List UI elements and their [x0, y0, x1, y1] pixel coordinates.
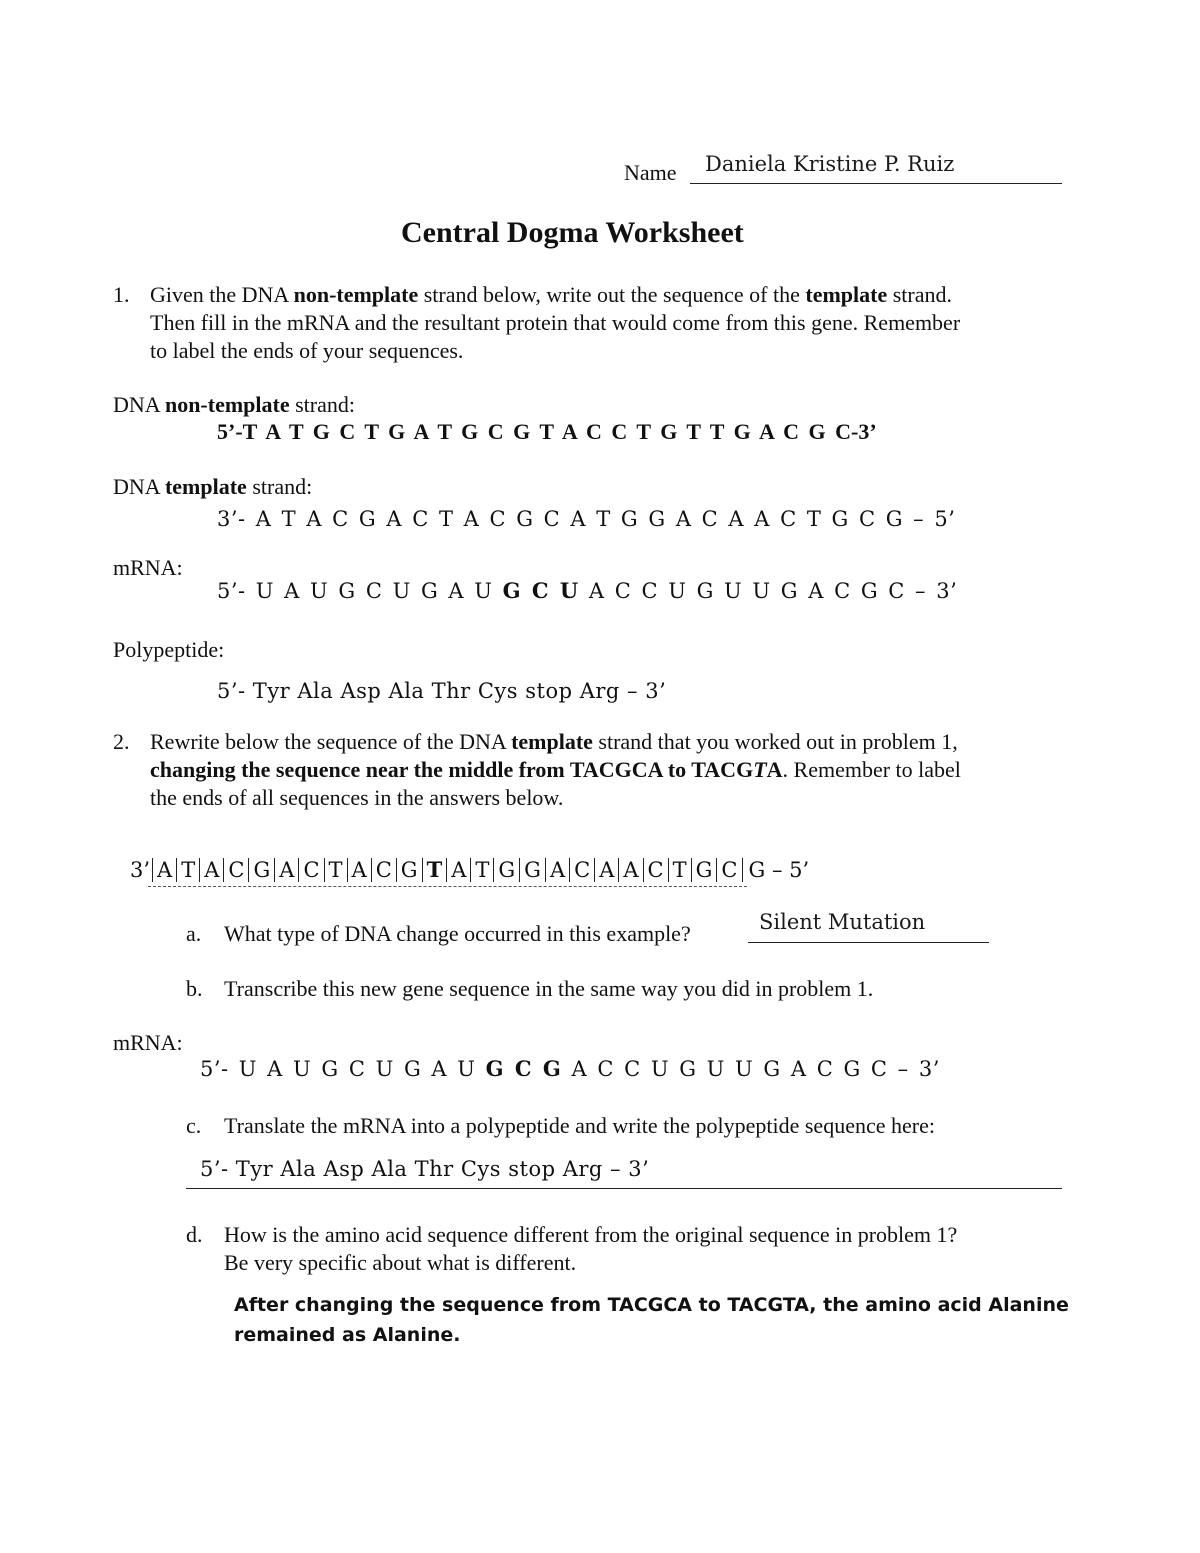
q2d-label: d.	[186, 1222, 203, 1247]
boxed-suffix: G – 5’	[748, 858, 810, 882]
q2c-answer[interactable]: 5’- Tyr Ala Asp Ala Thr Cys stop Arg – 3’	[200, 1157, 650, 1181]
q2-text: . Remember to label	[782, 757, 961, 782]
q1-text: strand below, write out the sequence of the	[418, 282, 806, 307]
mrna-seq-bold: G C G	[485, 1056, 562, 1081]
q1-text: Given the DNA	[150, 282, 294, 307]
label-text-bold: template	[164, 474, 247, 499]
label-text: strand:	[246, 474, 313, 499]
boxed-base-cell: A	[619, 858, 643, 882]
boxed-base-cell: C	[570, 858, 595, 882]
boxed-base-cell: A	[546, 858, 570, 882]
q2a-label: a.	[186, 921, 202, 946]
q2-text-bold: template	[511, 729, 593, 754]
q2c-label: c.	[186, 1113, 202, 1138]
page-title: Central Dogma Worksheet	[401, 216, 744, 249]
label-text: DNA	[113, 474, 165, 499]
label-text: DNA	[113, 392, 165, 417]
boxed-dashed-line	[148, 886, 747, 887]
q2a-answer[interactable]: Silent Mutation	[759, 910, 926, 934]
boxed-base-cell: T	[669, 858, 692, 882]
mrna-seq-part: A C C U G U U G A C G C – 3’	[578, 579, 958, 603]
name-value[interactable]: Daniela Kristine P. Ruiz	[705, 152, 955, 176]
boxed-base-cell: A	[200, 858, 224, 882]
q2b-label: b.	[186, 976, 203, 1001]
boxed-base-cell: A	[348, 858, 372, 882]
boxed-base-cell: C	[224, 858, 249, 882]
mrna-seq-bold: G C U	[502, 578, 579, 603]
q2-text: strand that you worked out in problem 1,	[592, 729, 958, 754]
q2c-answer-line	[186, 1188, 1062, 1189]
q1-number: 1.	[113, 282, 130, 307]
q2-line1	[150, 729, 958, 755]
boxed-base-cell: G	[249, 858, 275, 882]
boxed-base-cell: C	[372, 858, 397, 882]
polypeptide-label: Polypeptide:	[113, 637, 225, 662]
boxed-base-cell: T	[177, 858, 200, 882]
name-underline	[690, 183, 1062, 184]
q2a-answer-line	[748, 942, 989, 943]
boxed-base-cell: A	[447, 858, 471, 882]
q2-mrna-label: mRNA:	[113, 1030, 183, 1055]
boxed-base-cell: C	[299, 858, 324, 882]
q2c-question: Translate the mRNA into a polypeptide and write the polypeptide sequence here:	[224, 1113, 935, 1138]
template-label	[113, 474, 312, 500]
nontemplate-label	[113, 392, 355, 418]
q1-text: strand.	[887, 282, 952, 307]
q2-mrna-sequence[interactable]	[200, 1056, 940, 1081]
nontemplate-sequence: 5’-T A T G C T G A T G C G T A C C T G T T G A C G C-3’	[217, 419, 877, 444]
q2d-question-line2: Be very specific about what is different.	[224, 1250, 577, 1275]
mrna-seq-part: A C C U G U U G A C G C – 3’	[561, 1057, 940, 1081]
name-label: Name	[624, 160, 677, 185]
boxed-template-sequence[interactable]	[130, 858, 809, 882]
boxed-prefix: 3’	[130, 858, 151, 882]
mrna-sequence[interactable]	[217, 578, 957, 603]
q2-text: Rewrite below the sequence of the DNA	[150, 729, 512, 754]
boxed-base-cell: A	[275, 858, 299, 882]
boxed-base-cell: G	[520, 858, 546, 882]
q2d-answer-line1[interactable]: After changing the sequence from TACGCA to TACGTA, the amino acid Alanine	[234, 1294, 1069, 1316]
boxed-cells	[152, 858, 742, 882]
boxed-base-cell: G	[692, 858, 718, 882]
boxed-base-cell: T	[423, 858, 448, 882]
q2a-question: What type of DNA change occurred in this example?	[224, 921, 691, 946]
boxed-base-cell: A	[153, 858, 177, 882]
q1-line2: Then fill in the mRNA and the resultant protein that would come from this gene. Remember	[150, 310, 961, 335]
template-sequence[interactable]: 3’- A T A C G A C T A C G C A T G G A C A A C T G C G – 5’	[217, 507, 956, 531]
q2-text-bold: A	[766, 757, 783, 782]
q2b-question: Transcribe this new gene sequence in the same way you did in problem 1.	[224, 976, 874, 1001]
q2-number: 2.	[113, 729, 130, 754]
q1-text-bold: non-template	[293, 282, 419, 307]
boxed-base-cell: T	[325, 858, 348, 882]
q2d-question-line1: How is the amino acid sequence different from the original sequence in problem 1?	[224, 1222, 958, 1247]
q2-line3: the ends of all sequences in the answers below.	[150, 785, 564, 810]
mrna-seq-part: 5’- U A U G C U G A U	[200, 1057, 486, 1081]
label-text-bold: non-template	[164, 392, 290, 417]
label-text: strand:	[289, 392, 355, 417]
boxed-base-cell: C	[717, 858, 742, 882]
q2-text-bold: changing the sequence near the middle from TACGCA to TACG	[150, 757, 754, 782]
boxed-base-cell: C	[644, 858, 669, 882]
mrna-seq-part: 5’- U A U G C U G A U	[217, 579, 503, 603]
polypeptide-sequence[interactable]: 5’- Tyr Ala Asp Ala Thr Cys stop Arg – 3’	[217, 679, 667, 703]
boxed-base-cell: T	[471, 858, 494, 882]
q1-text-bold: template	[805, 282, 888, 307]
q2-line2	[150, 757, 961, 783]
boxed-base-cell: A	[595, 858, 619, 882]
q2d-answer-line2[interactable]: remained as Alanine.	[234, 1324, 461, 1346]
q1-line3: to label the ends of your sequences.	[150, 338, 464, 363]
mrna-label: mRNA:	[113, 555, 183, 580]
boxed-base-cell: G	[397, 858, 423, 882]
boxed-base-cell: G	[494, 858, 520, 882]
q1-line1	[150, 282, 952, 308]
q2-text-bold-italic: T	[753, 757, 767, 782]
